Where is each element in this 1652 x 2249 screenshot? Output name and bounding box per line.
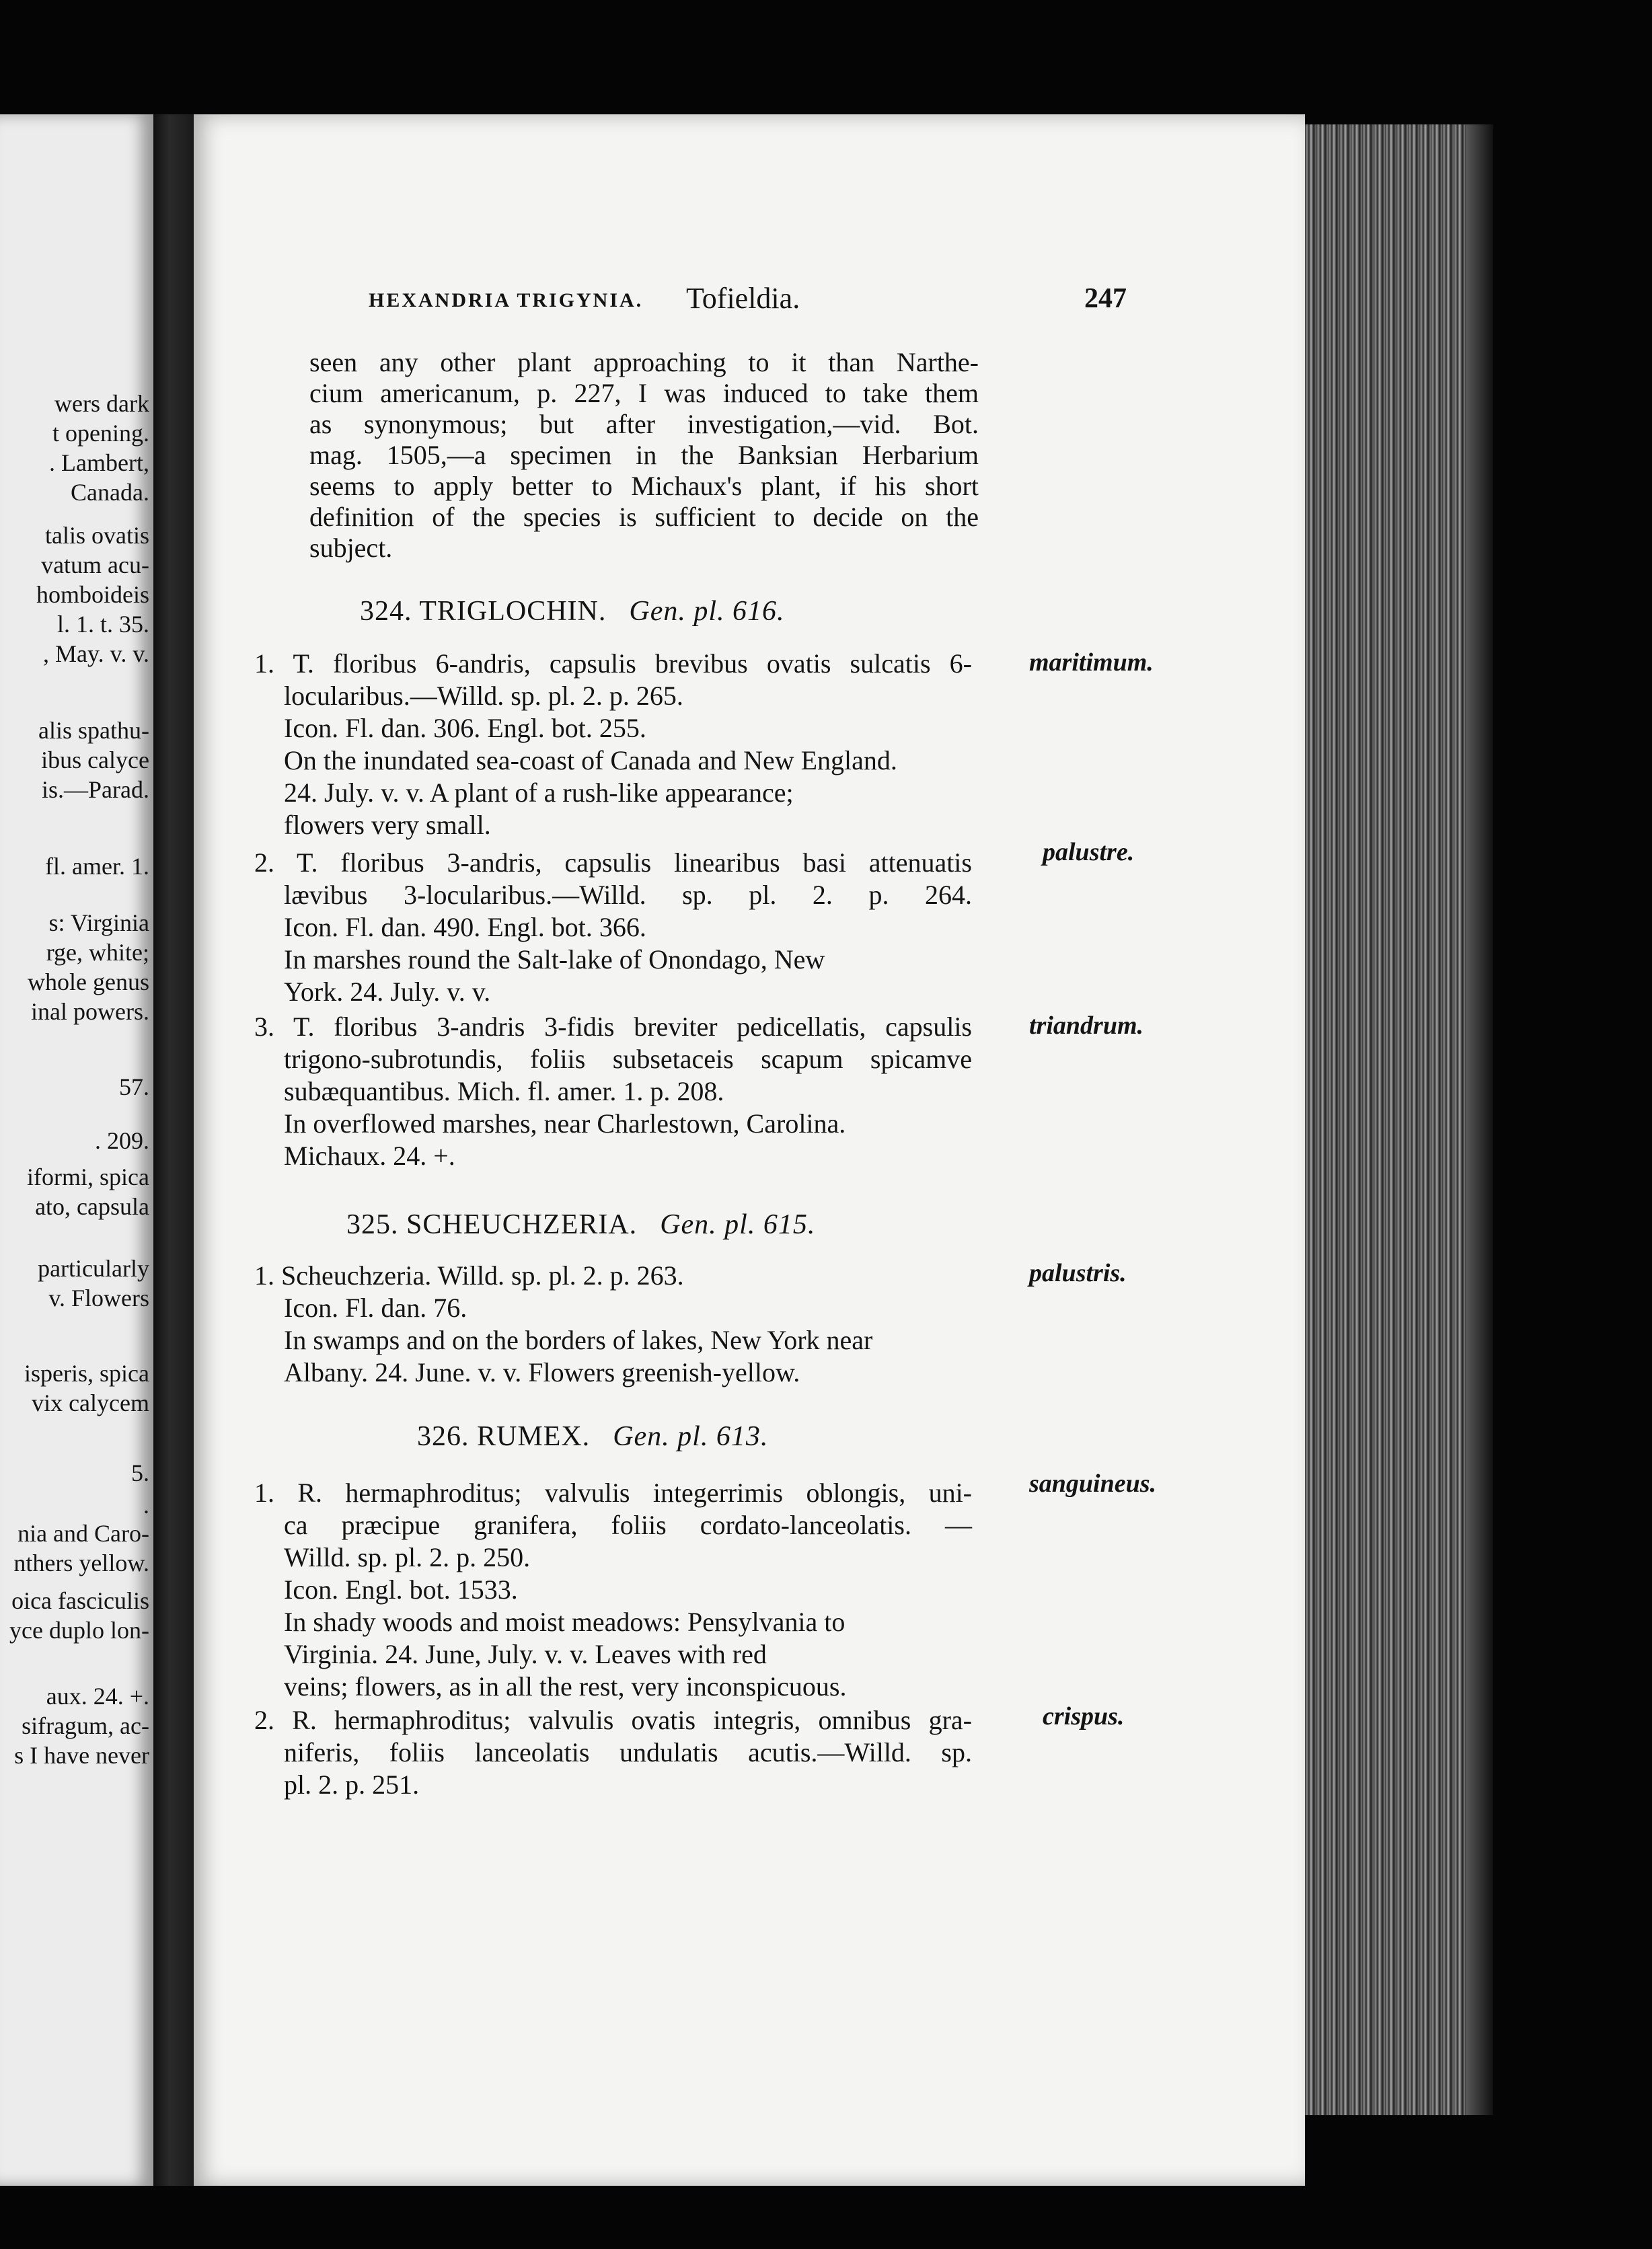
book-gutter bbox=[153, 114, 194, 2186]
page-number: 247 bbox=[1084, 283, 1127, 314]
species-entry-line: In overflowed marshes, near Charlestown, Carolina. bbox=[284, 1108, 846, 1139]
genus-heading bbox=[346, 1209, 815, 1241]
facing-page-line: wers dark bbox=[54, 390, 149, 417]
species-margin-name: maritimum. bbox=[1029, 648, 1154, 677]
species-entry-line: Icon. Fl. dan. 490. Engl. bot. 366. bbox=[284, 912, 646, 942]
species-entry-line: Virginia. 24. June, July. v. v. Leaves with red bbox=[284, 1639, 767, 1669]
species-entry-line: niferis, foliis lanceolatis undulatis acutis.—Willd. sp. bbox=[284, 1737, 972, 1767]
species-entry-line: Michaux. 24. +. bbox=[284, 1141, 455, 1171]
facing-page-line: nia and Caro- bbox=[17, 1520, 149, 1547]
intro-paragraph-line: as synonymous; but after investigation,—vid. Bot. bbox=[309, 409, 979, 439]
species-entry-line: lævibus 3-locularibus.—Willd. sp. pl. 2. p. 264. bbox=[284, 880, 972, 910]
species-margin-name: crispus. bbox=[1043, 1702, 1125, 1730]
facing-page-line: v. Flowers bbox=[48, 1285, 149, 1311]
species-entry-line: 1. Scheuchzeria. Willd. sp. pl. 2. p. 263. bbox=[254, 1260, 684, 1291]
species-entry-line: Albany. 24. June. v. v. Flowers greenish-yellow. bbox=[284, 1357, 800, 1387]
intro-paragraph-line: subject. bbox=[309, 533, 393, 563]
species-entry-line: locularibus.—Willd. sp. pl. 2. p. 265. bbox=[284, 681, 683, 711]
intro-paragraph-line: seems to apply better to Michaux's plant, if his short bbox=[309, 471, 979, 501]
genus-name: 326. RUMEX. bbox=[417, 1421, 591, 1452]
facing-page-line: isperis, spica bbox=[24, 1360, 149, 1387]
species-entry-line: trigono-subrotundis, foliis subsetaceis scapum spicamve bbox=[284, 1044, 972, 1074]
species-entry-line: pl. 2. p. 251. bbox=[284, 1769, 420, 1800]
facing-page-line: aux. 24. +. bbox=[46, 1683, 149, 1710]
running-title: HEXANDRIA TRIGYNIA. bbox=[369, 289, 644, 311]
species-entry-line: 2. T. floribus 3-andris, capsulis linearibus basi attenuatis bbox=[254, 847, 972, 878]
facing-page-line: iformi, spica bbox=[27, 1164, 149, 1190]
facing-page-line: rge, white; bbox=[46, 939, 149, 966]
intro-paragraph-line: definition of the species is sufficient to decide on the bbox=[309, 502, 979, 532]
species-margin-name: palustris. bbox=[1029, 1259, 1127, 1287]
facing-page-line: s I have never bbox=[14, 1742, 149, 1769]
facing-page-line: 5. bbox=[131, 1459, 149, 1486]
page-edges bbox=[1305, 124, 1466, 2115]
species-entry-line: 3. T. floribus 3-andris 3-fidis breviter pedicellatis, capsulis bbox=[254, 1012, 972, 1042]
facing-page-line: . Lambert, bbox=[49, 449, 149, 476]
facing-page-line: 57. bbox=[119, 1073, 149, 1100]
species-margin-name: palustre. bbox=[1043, 838, 1135, 866]
facing-page-line: fl. amer. 1. bbox=[45, 853, 149, 880]
species-entry-line: Icon. Fl. dan. 76. bbox=[284, 1293, 467, 1323]
facing-page-line: , May. v. v. bbox=[43, 640, 149, 667]
species-entry-line: 1. R. hermaphroditus; valvulis integerrimis oblongis, uni- bbox=[254, 1478, 972, 1508]
facing-page-line: Canada. bbox=[71, 479, 149, 506]
species-entry-line: Icon. Engl. bot. 1533. bbox=[284, 1574, 518, 1605]
facing-page-line: nthers yellow. bbox=[13, 1550, 149, 1576]
facing-page-line: is.—Parad. bbox=[42, 776, 149, 803]
facing-page-line: oica fasciculis bbox=[11, 1587, 149, 1614]
species-entry-line: ca præcipue granifera, foliis cordato-lanceolatis. — bbox=[284, 1510, 972, 1540]
facing-page-line: whole genus bbox=[28, 968, 149, 995]
facing-page-line: particularly bbox=[38, 1255, 149, 1282]
facing-page-line: t opening. bbox=[52, 420, 149, 447]
species-entry-line: veins; flowers, as in all the rest, very inconspicuous. bbox=[284, 1671, 847, 1702]
species-entry-line: On the inundated sea-coast of Canada and New England. bbox=[284, 745, 897, 775]
facing-page-line: l. 1. t. 35. bbox=[57, 611, 149, 638]
facing-page-line: ibus calyce bbox=[41, 747, 149, 773]
species-entry-line: subæquantibus. Mich. fl. amer. 1. p. 208. bbox=[284, 1076, 724, 1106]
facing-page-left bbox=[0, 114, 153, 2186]
facing-page-line: alis spathu- bbox=[38, 717, 149, 744]
species-entry-line: flowers very small. bbox=[284, 810, 491, 840]
species-entry-line: Icon. Fl. dan. 306. Engl. bot. 255. bbox=[284, 713, 646, 743]
species-entry-line: In shady woods and moist meadows: Pensylvania to bbox=[284, 1607, 846, 1637]
facing-page-line: talis ovatis bbox=[45, 522, 149, 549]
species-margin-name: sanguineus. bbox=[1029, 1470, 1157, 1498]
species-entry-line: 1. T. floribus 6-andris, capsulis brevibus ovatis sulcatis 6- bbox=[254, 648, 972, 679]
facing-page-line: vatum acu- bbox=[41, 551, 149, 578]
intro-paragraph-line: cium americanum, p. 227, I was induced to take them bbox=[309, 378, 979, 408]
header-genus: Tofieldia. bbox=[686, 282, 800, 315]
facing-page-line: ato, capsula bbox=[35, 1193, 149, 1220]
species-entry-line: 2. R. hermaphroditus; valvulis ovatis integris, omnibus gra- bbox=[254, 1705, 972, 1735]
genus-heading bbox=[417, 1420, 768, 1453]
facing-page-line: vix calycem bbox=[32, 1389, 149, 1416]
species-margin-name: triandrum. bbox=[1029, 1012, 1144, 1040]
genus-heading bbox=[360, 595, 785, 627]
genus-name: 325. SCHEUCHZERIA. bbox=[346, 1209, 638, 1240]
species-entry-line: 24. July. v. v. A plant of a rush-like appearance; bbox=[284, 777, 794, 808]
intro-paragraph-line: seen any other plant approaching to it than Narthe- bbox=[309, 347, 979, 377]
species-entry-line: Willd. sp. pl. 2. p. 250. bbox=[284, 1542, 531, 1572]
species-entry-line: In marshes round the Salt-lake of Onondago, New bbox=[284, 944, 825, 975]
genus-reference: Gen. pl. 615. bbox=[660, 1209, 816, 1240]
genus-reference: Gen. pl. 616. bbox=[629, 596, 785, 627]
intro-paragraph-line: mag. 1505,—a specimen in the Banksian Herbarium bbox=[309, 440, 979, 470]
facing-page-line: . 209. bbox=[95, 1127, 149, 1154]
page-edges-shadow bbox=[1466, 124, 1493, 2115]
facing-page-line: sifragum, ac- bbox=[22, 1712, 149, 1739]
facing-page-line: . bbox=[143, 1492, 149, 1519]
facing-page-line: s: Virginia bbox=[48, 909, 149, 936]
genus-name: 324. TRIGLOCHIN. bbox=[360, 596, 607, 627]
facing-page-line: inal powers. bbox=[31, 998, 149, 1025]
facing-page-line: yce duplo lon- bbox=[9, 1617, 149, 1644]
species-entry-line: York. 24. July. v. v. bbox=[284, 977, 491, 1007]
genus-reference: Gen. pl. 613. bbox=[613, 1421, 769, 1452]
species-entry-line: In swamps and on the borders of lakes, New York near bbox=[284, 1325, 873, 1355]
facing-page-line: homboideis bbox=[36, 581, 149, 608]
